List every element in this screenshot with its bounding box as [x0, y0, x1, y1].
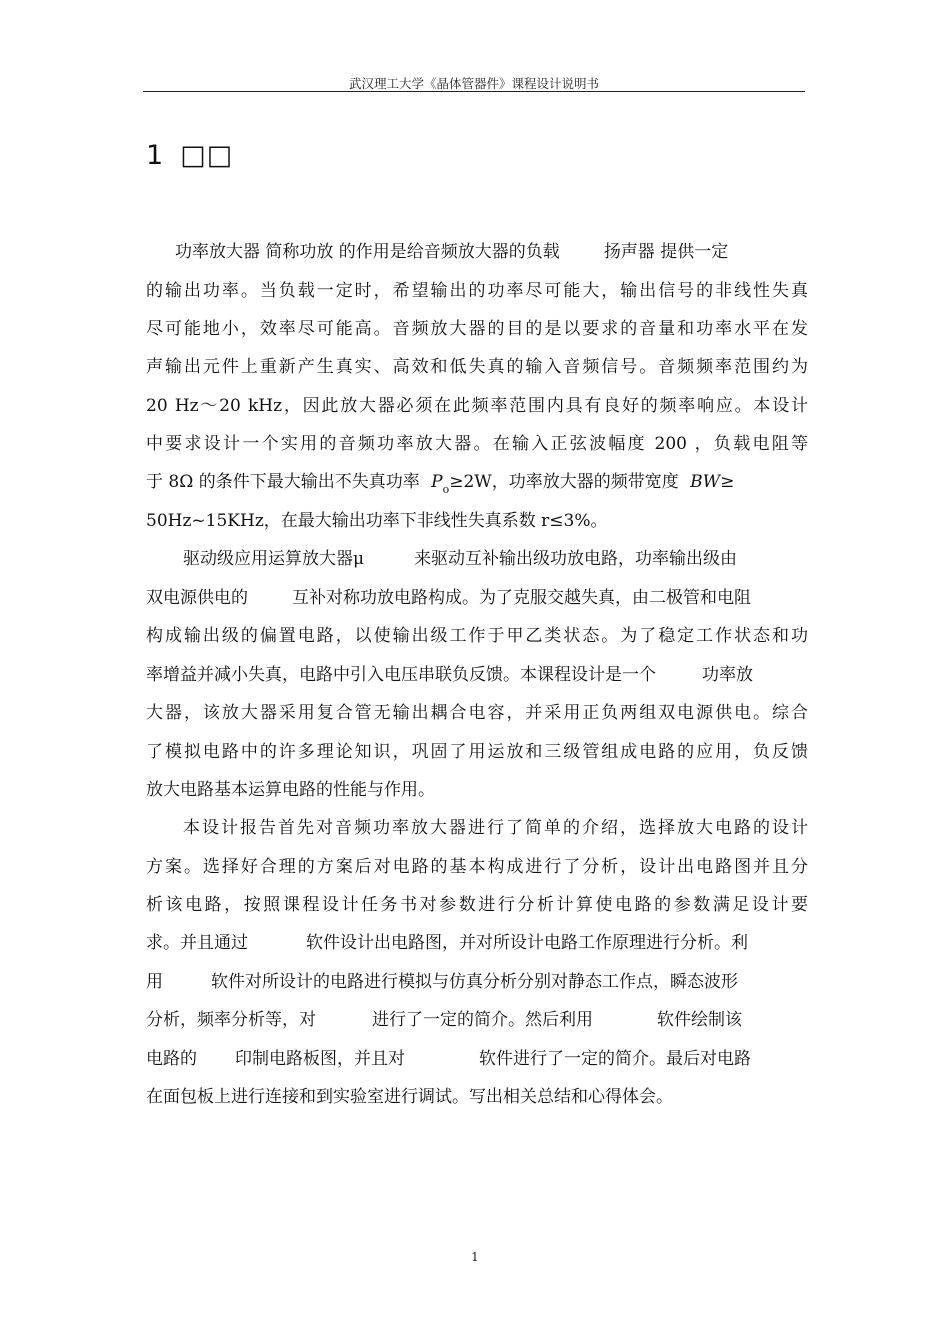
text-segment: 软件进行了一定的简介。最后对电路 [479, 1049, 751, 1069]
running-header: 武汉理工大学《晶体管器件》课程设计说明书 [348, 76, 599, 91]
paragraph-3-line-1: 本设计报告首先对音频功率放大器进行了简单的介绍，选择放大电路的设计 [183, 818, 808, 838]
text-segment: 分析，频率分析等，对 [146, 1010, 316, 1030]
text-segment: 软件设计出电路图，并对所设计电路工作原理进行分析。利 [306, 933, 748, 953]
paragraph-3-line-3: 析该电路，按照课程设计任务书对参数进行分析计算使电路的参数满足设计要 [146, 895, 808, 915]
text-segment: ≥2W，功率放大器的频带宽度 [449, 472, 679, 492]
paragraph-2-line-3: 构成输出级的偏置电路，以使输出级工作于甲乙类状态。为了稳定工作状态和功 [146, 626, 808, 646]
paragraph-1-line-5: 20 Hz～20 kHz，因此放大器必须在此频率范围内具有良好的频率响应。本设计 [146, 396, 808, 416]
paragraph-1-line-4: 声输出元件上重新产生真实、高效和低失真的输入音频信号。音频频率范围约为 [146, 357, 808, 377]
text-segment: 软件对所设计的电路进行模拟与仿真分析分别对静态工作点，瞬态波形 [211, 972, 738, 992]
chapter-title: □□ [180, 140, 234, 171]
text-segment: 进行了一定的简介。然后利用 [372, 1010, 593, 1030]
paragraph-1-line-7 [146, 467, 808, 497]
paragraph-2-line-6: 了模拟电路中的许多理论知识，巩固了用运放和三级管组成电路的应用，负反馈 [146, 742, 808, 762]
paragraph-1-line-1 [175, 237, 808, 267]
paragraph-2-line-7: 放大电路基本运算电路的性能与作用。 [146, 780, 435, 800]
text-segment: 来驱动互补输出级功放电路，功率输出级由 [414, 549, 738, 569]
paragraph-1-line-2: 的输出功率。当负载一定时，希望输出的功率尽可能大，输出信号的非线性失真 [146, 281, 808, 301]
power-subscript: o [442, 483, 450, 496]
paragraph-2-line-4 [146, 660, 808, 690]
text-segment: 驱动级应用运算放大器μ [183, 549, 365, 569]
text-segment: 功率放 [702, 665, 753, 685]
text-segment: 功率放大器 简称功放 的作用是给音频放大器的负载 [175, 242, 560, 262]
paragraph-2-line-1 [183, 544, 808, 574]
power-symbol: P [431, 472, 443, 492]
text-segment: ≥ [720, 472, 735, 492]
paragraph-3-line-5 [146, 967, 808, 997]
text-segment: 电路的 [146, 1049, 197, 1069]
text-segment: 扬声器 提供一定 [603, 242, 729, 262]
paragraph-3-line-6 [146, 1005, 808, 1035]
paragraph-3-line-2: 方案。选择好合理的方案后对电路的基本构成进行了分析，设计出电路图并且分 [146, 857, 808, 877]
text-segment: 互补对称功放电路构成。为了克服交越失真，由二极管和电阻 [292, 588, 751, 608]
page-number: 1 [471, 1250, 479, 1264]
paragraph-2-line-5: 大器，该放大器采用复合管无输出耦合电容，并采用正负两组双电源供电。综合 [146, 703, 808, 723]
paragraph-1-line-3: 尽可能地小，效率尽可能高。音频放大器的目的是以要求的音量和功率水平在发 [146, 319, 808, 339]
paragraph-3-line-7 [146, 1044, 808, 1074]
paragraph-3-line-4 [146, 928, 808, 958]
paragraph-3-line-8: 在面包板上进行连接和到实验室进行调试。写出相关总结和心得体会。 [146, 1087, 673, 1107]
paragraph-2-line-2 [146, 583, 808, 613]
text-segment: 双电源供电的 [146, 588, 248, 608]
text-segment: 用 [146, 972, 163, 992]
header-rule [143, 91, 805, 92]
bandwidth-symbol: BW [690, 472, 721, 492]
text-segment: 软件绘制该 [657, 1010, 742, 1030]
text-segment: 求。并且通过 [146, 933, 248, 953]
paragraph-1-line-8: 50Hz~15KHz，在最大输出功率下非线性失真系数 r≤3%。 [146, 511, 608, 531]
chapter-heading [146, 140, 233, 171]
text-segment: 率增益并减小失真，电路中引入电压串联负反馈。本课程设计是一个 [146, 665, 656, 685]
text-segment: 于 8Ω 的条件下最大输出不失真功率 [146, 472, 420, 492]
chapter-number: 1 [146, 140, 165, 171]
paragraph-1-line-6: 中要求设计一个实用的音频功率放大器。在输入正弦波幅度 200 ，负载电阻等 [146, 434, 808, 454]
text-segment: 印制电路板图，并且对 [235, 1049, 405, 1069]
